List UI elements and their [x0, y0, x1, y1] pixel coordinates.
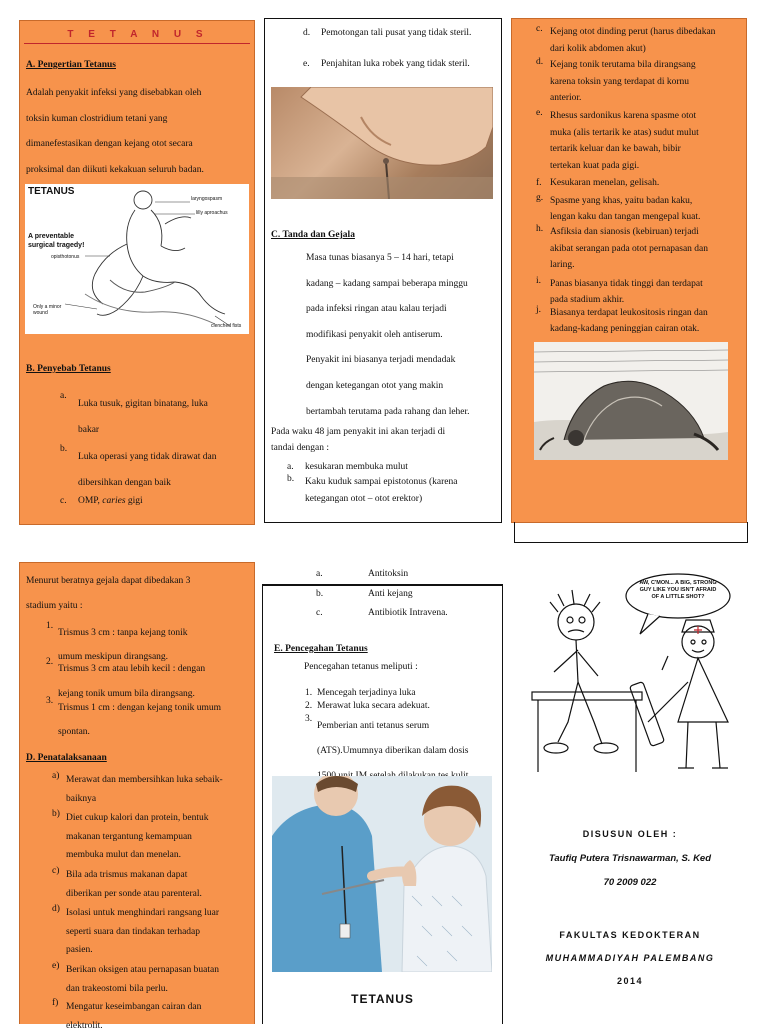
text-line: OMP, caries gigi	[78, 496, 248, 506]
text-line: Trismus 3 cm atau lebih kecil : dengan	[58, 657, 250, 682]
stadium-intro	[26, 569, 250, 619]
text-line: dan trakeostomi bila perlu.	[66, 980, 250, 999]
list-marker: 1.	[46, 621, 53, 631]
text-line: Mengatur keseimbangan cairan dan	[66, 998, 250, 1017]
list-marker: d)	[52, 904, 60, 914]
title-divider	[24, 43, 250, 44]
panel-3-shadow-frame	[514, 522, 748, 543]
text-line: tandai dengan :	[271, 440, 495, 456]
list-marker: 2.	[305, 701, 312, 711]
section-a-heading: A. Pengertian Tetanus	[26, 60, 116, 70]
text-line: Luka operasi yang tidak dirawat dan	[78, 444, 248, 470]
text-line: Pemberian anti tetanus serum	[317, 714, 495, 739]
text-line: Kejang tonik terutama bila dirangsang	[550, 57, 744, 74]
text-line: Menurut beratnya gejala dapat dibedakan 3	[26, 569, 250, 594]
text-line: kejang tonik umum bila dirangsang.	[58, 682, 250, 707]
text-line: Asfiksia dan sianosis (kebiruan) terjadi	[550, 224, 744, 241]
text-line: Masa tunas biasanya 5 – 14 hari, tetapi	[306, 246, 494, 272]
text-line: tertekan kuat pada gigi.	[550, 158, 744, 175]
text-line: bertambah terutama pada rahang dan leher.	[306, 400, 494, 426]
list-marker: b.	[287, 474, 294, 484]
author-nim: 70 2009 022	[515, 877, 745, 888]
list-item	[66, 771, 250, 808]
text-line: Biasanya terdapat leukositosis ringan dan	[550, 305, 744, 321]
text-line: pada infeksi ringan atau kalau terjadi	[306, 297, 494, 323]
vaccination-photo	[272, 776, 492, 972]
bottom-title: TETANUS	[262, 992, 503, 1006]
text-line: laring.	[550, 257, 744, 274]
text-line: Pada waku 48 jam penyakit ini akan terjadi di	[271, 424, 495, 440]
list-marker: a.	[316, 569, 323, 579]
list-marker: b.	[60, 444, 67, 454]
list-marker: f)	[52, 998, 58, 1008]
list-marker: c.	[536, 24, 543, 34]
text-line: dengan ketegangan otot yang makin	[306, 374, 494, 400]
list-marker: b.	[316, 589, 323, 599]
list-marker: e)	[52, 961, 59, 971]
faculty-line-2: MUHAMMADIYAH PALEMBANG	[515, 953, 745, 963]
list-item: Merawat luka secara adekuat.	[317, 701, 430, 711]
year-label: 2014	[515, 976, 745, 986]
text-line: diberikan per sonde atau parenteral.	[66, 885, 250, 904]
list-item	[550, 24, 744, 58]
list-item: Mencegah terjadinya luka	[317, 688, 416, 698]
list-item: Penjahitan luka robek yang tidak steril.	[321, 59, 470, 69]
list-marker: a.	[287, 462, 294, 472]
list-item	[550, 193, 744, 225]
list-marker: i.	[536, 276, 541, 286]
text-line: lengan kaku dan tangan mengepal kuat.	[550, 209, 744, 225]
text-line: Penyakit ini biasanya terjadi mendadak	[306, 348, 494, 374]
text-line: Bila ada trismus makanan dapat	[66, 866, 250, 885]
list-item: kesukaran membuka mulut	[305, 462, 408, 472]
section-e-heading: E. Pencegahan Tetanus	[274, 644, 368, 654]
text-line: Luka tusuk, gigitan binatang, luka	[78, 391, 248, 417]
list-marker: 3.	[305, 714, 312, 724]
text-line: tertarik keluar dan ke bawah, bibir	[550, 141, 744, 158]
text-line: makanan tergantung kemampuan	[66, 828, 250, 847]
list-item	[66, 866, 250, 903]
list-item	[305, 474, 495, 508]
text-line: anterior.	[550, 90, 744, 107]
text-line: (ATS).Umumnya diberikan dalam dosis	[317, 739, 495, 764]
cartoon-drawing	[528, 572, 750, 780]
list-marker: a.	[60, 391, 67, 401]
list-marker: a)	[52, 771, 59, 781]
list-marker: f.	[536, 178, 542, 188]
text-line: baiknya	[66, 790, 250, 809]
text-line: Adalah penyakit infeksi yang disebabkan oleh	[26, 81, 248, 107]
text-line: umum meskipun dirangsang.	[58, 645, 250, 669]
list-item	[66, 809, 250, 865]
list-marker: 2.	[46, 657, 53, 667]
list-item	[78, 496, 248, 506]
list-marker: d.	[303, 28, 310, 38]
cartoon-illustration	[528, 572, 750, 780]
list-item	[550, 276, 744, 308]
text-line: modifikasi penyakit oleh antiserum.	[306, 323, 494, 349]
text-line: spontan.	[58, 720, 250, 744]
speech-bubble-text	[632, 580, 724, 601]
list-marker: e.	[303, 59, 310, 69]
label-clenched: clenched fists	[211, 323, 241, 329]
list-item	[550, 305, 744, 337]
list-item	[78, 391, 248, 443]
section-c-text	[306, 246, 494, 425]
illustration-title: TETANUS	[28, 186, 74, 197]
text-line: membuka mulut dan menelan.	[66, 846, 250, 865]
text-line: dari kolik abdomen akut)	[550, 41, 744, 58]
list-item	[66, 961, 250, 998]
author-name: Taufiq Putera Trisnawarman, S. Ked	[515, 853, 745, 864]
text-line: Kejang otot dinding perut (harus dibedakan	[550, 24, 744, 41]
list-item	[58, 696, 250, 744]
list-item	[550, 108, 744, 174]
list-marker: g.	[536, 193, 543, 203]
text-line: Trismus 3 cm : tanpa kejang tonik	[58, 621, 250, 645]
section-e-intro: Pencegahan tetanus meliputi :	[304, 662, 418, 672]
panel-penatalaksanaan	[19, 562, 255, 1024]
vaccination-drawing	[272, 776, 492, 972]
list-item	[550, 57, 744, 107]
list-item: Antitoksin	[368, 569, 408, 579]
text-line: toksin kuman clostridium tetani yang	[26, 107, 248, 133]
list-marker: h.	[536, 224, 543, 234]
section-a-text	[26, 81, 248, 183]
text-line: Panas biasanya tidak tinggi dan terdapat	[550, 276, 744, 292]
text-line: Rhesus sardonikus karena spasme otot	[550, 108, 744, 125]
text-line: Berikan oksigen atau pernapasan buatan	[66, 961, 250, 980]
section-c-text2	[271, 424, 495, 456]
list-item: Kesukaran menelan, gelisah.	[550, 178, 659, 188]
label-laryngospasm: laryngospasm	[191, 196, 222, 202]
list-marker: c.	[60, 496, 67, 506]
opisthotonus-engraving	[534, 342, 728, 460]
section-c-heading: C. Tanda dan Gejala	[271, 230, 355, 240]
text-line: dimanefestasikan dengan kejang otot secara	[26, 132, 248, 158]
foot-drawing	[271, 87, 493, 199]
list-item	[66, 904, 250, 960]
list-marker: e.	[536, 108, 543, 118]
text-line: muka (alis tertarik ke atas) sudut mulut	[550, 125, 744, 142]
label-wound: Only a minor wound	[33, 304, 73, 316]
text-line: Spasme yang khas, yaitu badan kaku,	[550, 193, 744, 209]
text-line: Trismus 1 cm : dengan kejang tonik umum	[58, 696, 250, 720]
caption-line: surgical tragedy!	[28, 241, 84, 250]
text-line: elektrolit.	[66, 1017, 250, 1035]
list-marker: b)	[52, 809, 60, 819]
text-line: proksimal dan diikuti kekakuan seluruh badan.	[26, 158, 248, 184]
text-line: kadang – kadang sampai beberapa minggu	[306, 272, 494, 298]
label-lilly: lilly aproachus	[196, 210, 228, 216]
bubble-line: GUY LIKE YOU ISN'T AFRAID	[632, 587, 724, 594]
list-marker: c.	[316, 608, 323, 618]
list-item: Antibiotik Intravena.	[368, 608, 448, 618]
text-line: pada stadium akhir.	[550, 292, 744, 308]
text-line: Diet cukup kalori dan protein, bentuk	[66, 809, 250, 828]
list-item: Anti kejang	[368, 589, 413, 599]
panel-gejala-lanjutan	[511, 18, 747, 523]
foot-nail-photo	[271, 87, 493, 199]
text-line: Merawat dan membersihkan luka sebaik-	[66, 771, 250, 790]
disusun-label: DISUSUN OLEH :	[515, 829, 745, 839]
section-d-heading: D. Penatalaksanaan	[26, 753, 107, 763]
tetanus-illustration	[25, 184, 249, 334]
list-item	[550, 224, 744, 274]
text-line: karena toksin yang terdapat di kornu	[550, 74, 744, 91]
caries-emphasis: caries	[102, 496, 125, 506]
brochure-title: T E T A N U S	[20, 29, 256, 40]
text-line: bakar	[78, 417, 248, 443]
list-marker: 3.	[46, 696, 53, 706]
faculty-line-1: FAKULTAS KEDOKTERAN	[515, 930, 745, 940]
text-line: seperti suara dan tindakan terhadap	[66, 923, 250, 942]
section-b-heading: B. Penyebab Tetanus	[26, 364, 111, 374]
bubble-line: AW, C'MON... A BIG, STRONG	[632, 580, 724, 587]
text-line: Isolasi untuk menghindari rangsang luar	[66, 904, 250, 923]
text-line: stadium yaitu :	[26, 594, 250, 619]
caption-line: A preventable	[28, 232, 84, 241]
list-marker: c)	[52, 866, 59, 876]
list-item	[78, 444, 248, 496]
label-opisthotonus: opisthotonus	[51, 254, 79, 260]
bubble-line: OF A LITTLE SHOT?	[632, 594, 724, 601]
panel-tanda-gejala	[264, 18, 502, 523]
text-line: pasien.	[66, 941, 250, 960]
list-item	[66, 998, 250, 1035]
text-line: akibat serangan pada otot pernapasan dan	[550, 241, 744, 258]
text-line: kadang-kadang peninggian cairan otak.	[550, 321, 744, 337]
list-marker: j.	[536, 305, 541, 315]
text-line: Kaku kuduk sampai epistotonus (karena	[305, 474, 495, 491]
list-item: Pemotongan tali pusat yang tidak steril.	[321, 28, 471, 38]
panel-pengertian	[19, 20, 255, 525]
list-marker: 1.	[305, 688, 312, 698]
text-line: dibersihkan dengan baik	[78, 470, 248, 496]
engraving-drawing	[534, 342, 728, 460]
list-marker: d.	[536, 57, 543, 67]
text-line: ketegangan otot – otot erektor)	[305, 491, 495, 508]
